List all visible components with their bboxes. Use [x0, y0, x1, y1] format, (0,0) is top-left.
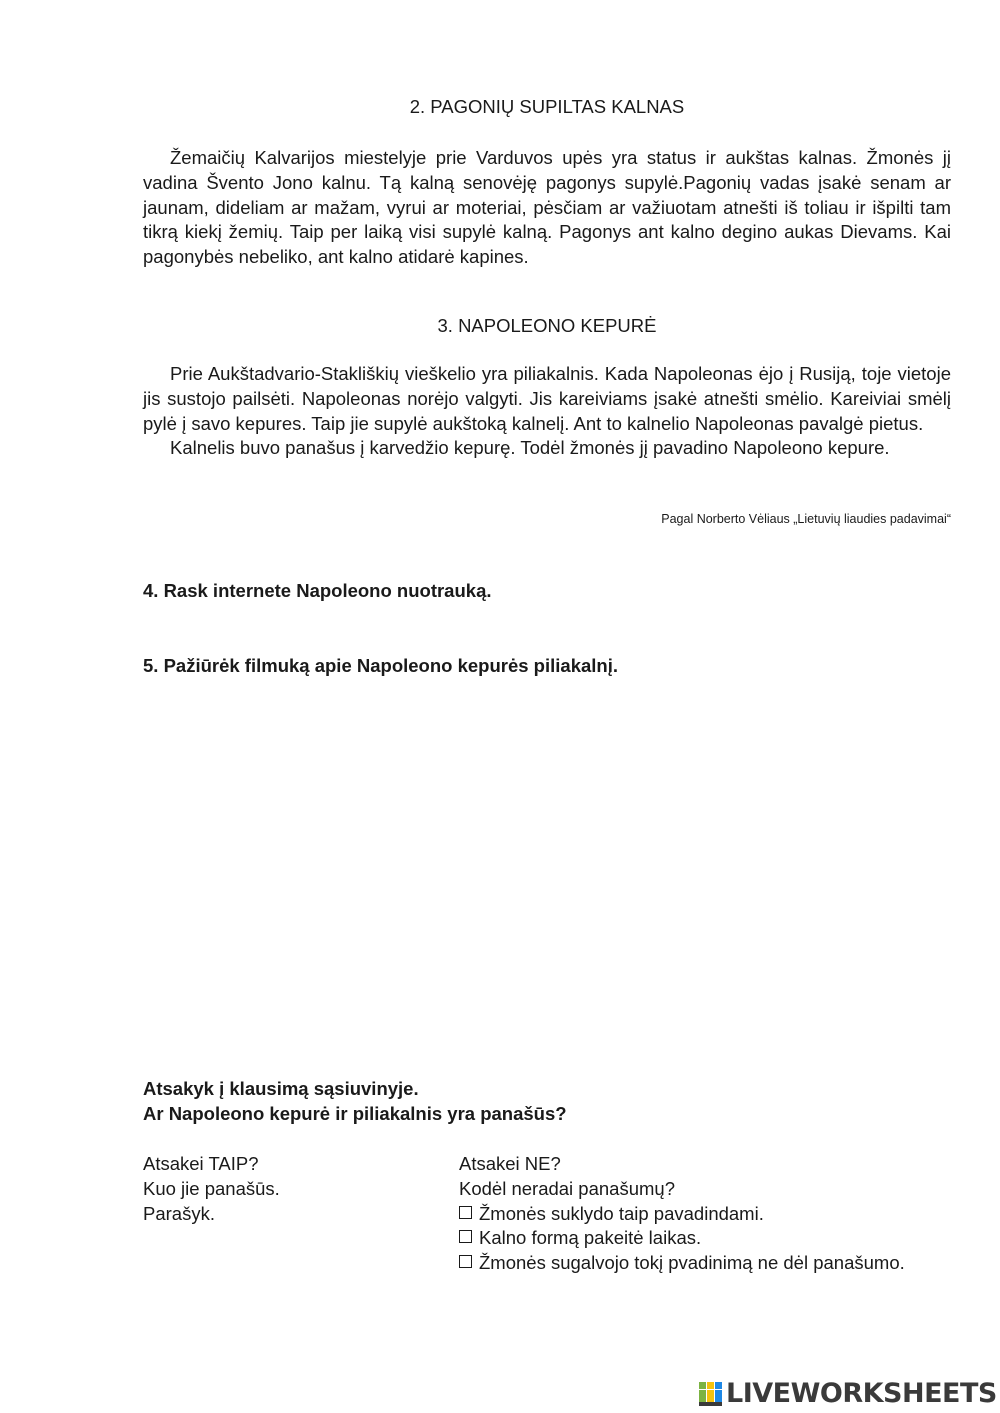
option-label: Žmonės sugalvojo tokį pvadinimą ne dėl panašumo. [479, 1252, 905, 1274]
section3-text [143, 362, 951, 461]
answer-no-prompt: Kodėl neradai panašumų? [459, 1177, 675, 1199]
option-item[interactable] [459, 1226, 905, 1251]
task-4: 4. Rask internete Napoleono nuotrauką. [143, 580, 492, 601]
option-item[interactable] [459, 1202, 905, 1227]
answer-yes-heading: Atsakei TAIP? [143, 1153, 259, 1174]
question-block [143, 1077, 567, 1126]
section2-title: 2. PAGONIŲ SUPILTAS KALNAS [409, 96, 685, 117]
question-instruction: Atsakyk į klausimą sąsiuvinyje. [143, 1078, 419, 1099]
task-5: 5. Pažiūrėk filmuką apie Napoleono kepurės piliakalnį. [143, 655, 618, 676]
source-citation: Pagal Norberto Vėliaus „Lietuvių liaudies padavimai“ [661, 512, 951, 526]
answer-yes-column [143, 1152, 280, 1226]
section2-paragraph: Žemaičių Kalvarijos miestelyje prie Varduvos upės yra status ir aukštas kalnas. Žmonės jį vadina Švento Jono kalnu. Tą kalną senovėję pagonys supylė.Pagonių vadas įsakė senam ar jaunam, dideliam ar mažam, vyrui ar moteriai, pėsčiam ar važiuotam atnešti iš toliau ir išpilti tam tikrą kiekį žemių. Taip per laiką visi supylė kalną. Pagonys ant kalno degino aukas Dievams. Kai pagonybės nebeliko, ant kalno atidarė kapines. [143, 147, 951, 268]
section2-text [143, 146, 951, 270]
checkbox[interactable] [459, 1206, 472, 1219]
liveworksheets-logo[interactable] [698, 1379, 997, 1409]
option-item[interactable] [459, 1251, 905, 1276]
question-text: Ar Napoleono kepurė ir piliakalnis yra panašūs? [143, 1102, 567, 1124]
liveworksheets-brand-text: LIVEWORKSHEETS [726, 1378, 997, 1409]
liveworksheets-logo-icon [698, 1380, 724, 1408]
section3-paragraph-2: Kalnelis buvo panašus į karvedžio kepurę. Todėl žmonės jį pavadino Napoleono kepure. [170, 437, 890, 459]
checkbox[interactable] [459, 1255, 472, 1268]
answer-yes-instruction: Parašyk. [143, 1202, 215, 1224]
option-label: Žmonės suklydo taip pavadindami. [479, 1202, 764, 1224]
answer-no-column [459, 1152, 905, 1276]
checkbox[interactable] [459, 1230, 472, 1243]
option-label: Kalno formą pakeitė laikas. [479, 1227, 702, 1249]
answer-yes-prompt: Kuo jie panašūs. [143, 1177, 280, 1199]
answer-no-heading: Atsakei NE? [459, 1153, 561, 1174]
section3-paragraph-1: Prie Aukštadvario-Stakliškių vieškelio yra piliakalnis. Kada Napoleonas ėjo į Rusiją, toje vietoje jis sustojo pailsėti. Napoleonas norėjo valgyti. Jis kareiviams įsakė atnešti smėlio. Kareiviai smėlį pylė į savo kepures. Taip jie supylė aukštoką kalnelį. Ant to kalnelio Napoleonas pavalgė pietus. [143, 363, 951, 434]
section3-title: 3. NAPOLEONO KEPURĖ [437, 315, 657, 336]
